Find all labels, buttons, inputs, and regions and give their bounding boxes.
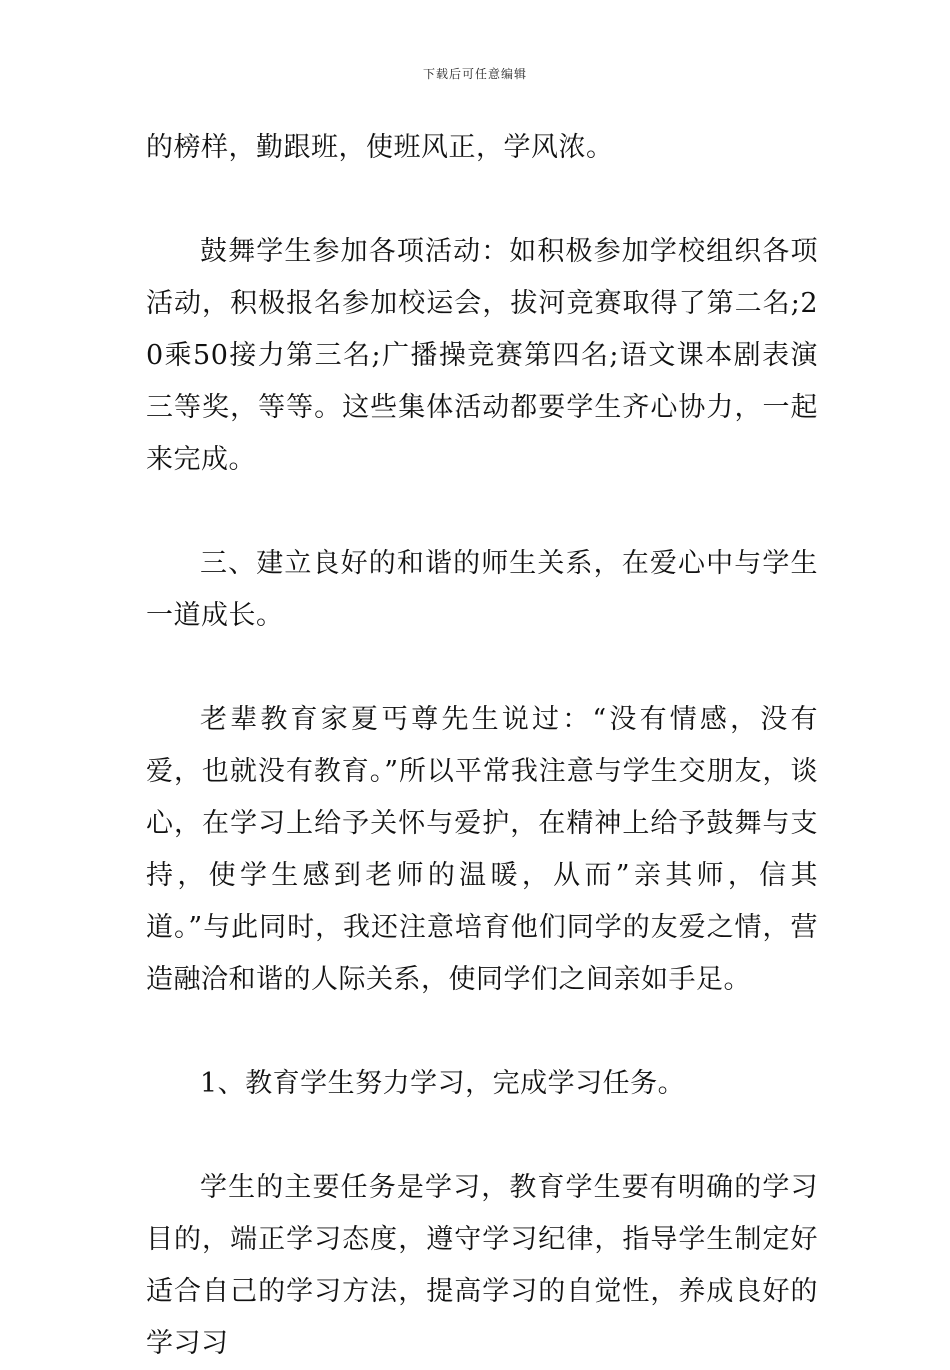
paragraph-teacher-student: 老辈教育家夏丐尊先生说过：“没有情感，没有爱，也就没有教育。”所以平常我注意与学生交朋友，谈心，在学习上给予关怀与爱护，在精神上给予鼓舞与支持，使学生感到老师的温暖，从而”亲其师，信其道。”与此同时，我还注意培育他们同学的友爱之情，营造融洽和谐的人际关系，使同学们之间亲如手足。 — [146, 704, 818, 995]
paragraph-study-task: 学生的主要任务是学习，教育学生要有明确的学习目的，端正学习态度，遵守学习纪律，指导学生制定好适合自己的学习方法，提高学习的自觉性，养成良好的学习习 — [146, 1172, 818, 1359]
paragraph-activities: 鼓舞学生参加各项活动：如积极参加学校组织各项活动，积极报名参加校运会，拔河竞赛取得了第二名;20乘50接力第三名;广播操竞赛第四名;语文课本剧表演三等奖，等等。这些集体活动都要学生齐心协力，一起来完成。 — [146, 236, 818, 475]
paragraph-section-heading: 三、建立良好的和谐的师生关系，在爱心中与学生一道成长。 — [146, 548, 818, 631]
paragraph-continuation: 的榜样，勤跟班，使班风正，学风浓。 — [146, 132, 614, 163]
document-body — [146, 122, 818, 1370]
paragraph-subheading: 1、教育学生努力学习，完成学习任务。 — [200, 1068, 686, 1099]
page-header: 下载后可任意编辑 — [422, 67, 527, 81]
